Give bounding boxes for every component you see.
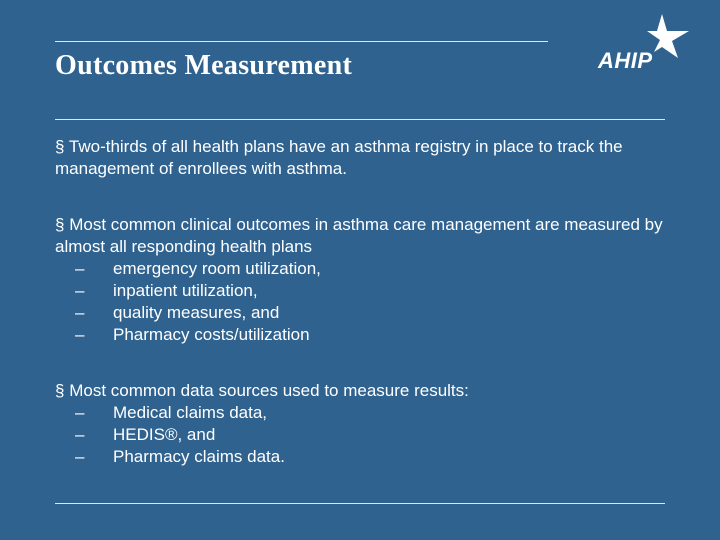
list-item: [75, 424, 665, 446]
bullet-marker: §: [55, 137, 65, 156]
list-item-text: Pharmacy costs/utilization: [113, 325, 310, 344]
list-item: [75, 258, 665, 280]
bullet-text: [55, 136, 665, 180]
dash-marker: –: [75, 281, 85, 300]
dash-marker: –: [75, 403, 85, 422]
title-rule-bottom: [55, 119, 665, 120]
bullet-body: Most common clinical outcomes in asthma care management are measured by almost all responding health plans: [55, 215, 663, 256]
list-item: [75, 402, 665, 424]
dash-marker: –: [75, 447, 85, 466]
bullet-body: Two-thirds of all health plans have an asthma registry in place to track the management of enrollees with asthma.: [55, 137, 623, 178]
page-title: Outcomes Measurement: [55, 50, 353, 81]
dash-marker: –: [75, 259, 85, 278]
bullet-text: [55, 214, 665, 258]
list-item-text: HEDIS®, and: [113, 425, 216, 444]
list-item-text: inpatient utilization,: [113, 281, 258, 300]
dash-marker: –: [75, 303, 85, 322]
footer-rule: [55, 503, 665, 504]
list-item-text: emergency room utilization,: [113, 259, 321, 278]
bullet-body: Most common data sources used to measure results:: [69, 381, 469, 400]
list-item: [75, 280, 665, 302]
sub-list: [75, 258, 665, 346]
list-item-text: quality measures, and: [113, 303, 280, 322]
list-item-text: Medical claims data,: [113, 403, 268, 422]
list-item: [75, 324, 665, 346]
bullet-text: [55, 380, 665, 402]
list-item-text: Pharmacy claims data.: [113, 447, 285, 466]
bullet-marker: §: [55, 381, 65, 400]
dash-marker: –: [75, 425, 85, 444]
list-item: [75, 446, 665, 468]
bullet-registry: [55, 136, 665, 180]
bullet-data-sources: [55, 380, 665, 468]
list-item: [75, 302, 665, 324]
ahip-logo: [594, 14, 694, 74]
dash-marker: –: [75, 325, 85, 344]
sub-list: [75, 402, 665, 468]
bullet-marker: §: [55, 215, 65, 234]
title-rule-top: [55, 41, 548, 42]
bullet-clinical-outcomes: [55, 214, 665, 346]
logo-text: AHIP: [598, 48, 653, 73]
